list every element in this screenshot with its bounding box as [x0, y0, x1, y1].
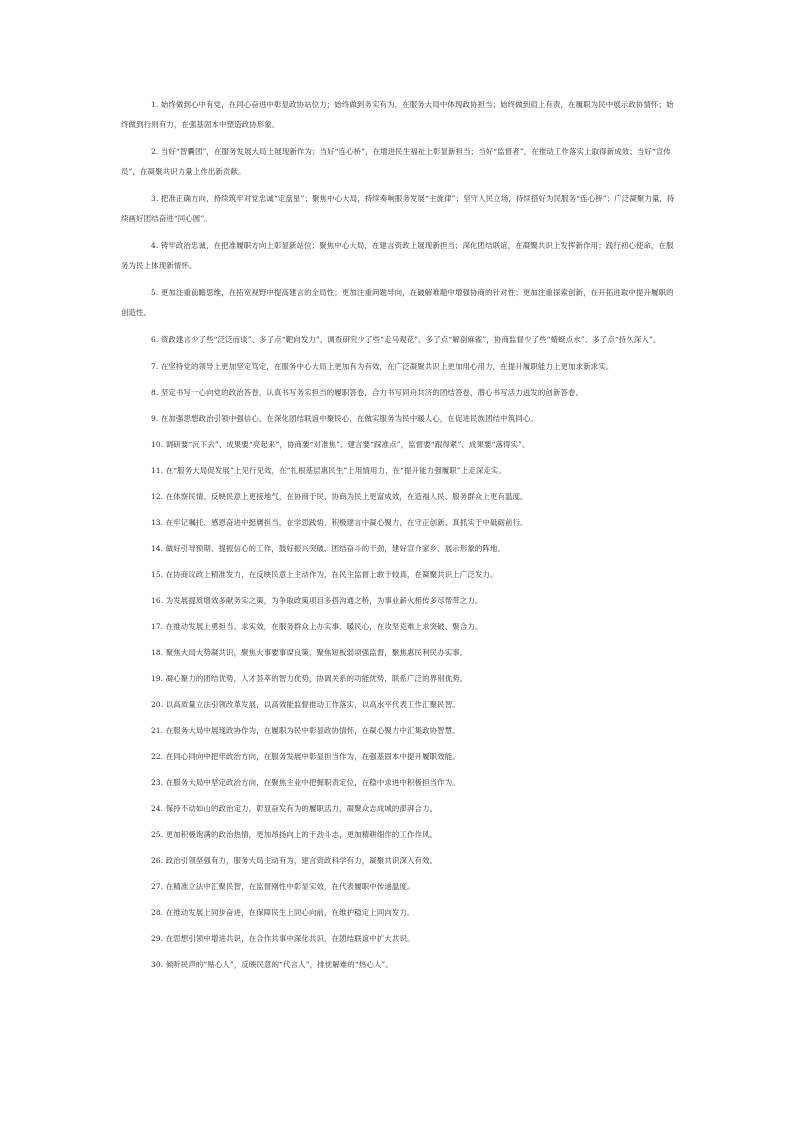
- list-item: 11. 在“服务大局促发展”上见行见效，在“扎根基层惠民生”上用情用力，在“提升能力强履职”上走深走实。: [151, 466, 506, 475]
- list-item: 30. 倾听民声的“贴心人”，反映民意的“代言人”，排忧解难的“热心人”。: [151, 960, 393, 969]
- list-item: 2. 当好“智囊团”，在服务发展大局上展现新作为；当好“连心桥”，在增进民生福祉上彰显新担当；当好“监督者”，在推动工作落实上取得新成效；当好“宣传员”，在凝聚共识力量上作出新贡献。: [121, 147, 671, 176]
- list-item: 21. 在服务大局中展现政协作为，在履职为民中彰显政协情怀，在凝心聚力中汇集政协智慧。: [151, 726, 460, 735]
- list-item: 15. 在协商议政上精准发力，在反映民意上主动作为，在民主监督上敢于较真，在凝聚共识上广泛发力。: [151, 570, 498, 579]
- list-item: 8. 坚定书写一心向党的政治答卷，认真书写务实担当的履职答卷，合力书写同舟共济的团结答卷，潜心书写活力迸发的创新答卷。: [151, 388, 584, 397]
- list-item: 1. 始终做到心中有党，在同心奋进中彰显政协站位力；始终做到务实有为，在服务大局中体现政协担当；始终做到肩上有责，在履职为民中展示政协情怀；始终做到行则有力，在强基固本中塑造政协形象。: [121, 100, 674, 129]
- list-item: 4. 铸牢政治忠诚，在把准履职方向上彰显新站位；聚焦中心大局，在建言资政上展现新担当；深化团结联谊，在凝聚共识上发挥新作用；践行初心使命，在服务为民上体现新情怀。: [121, 241, 674, 270]
- list-item: 7. 在坚持党的领导上更加坚定笃定，在服务中心大局上更加有为有效，在广泛凝聚共识上更加用心用力，在提升履职能力上更加求新求实。: [151, 362, 614, 371]
- list-item: 18. 聚焦大局大势凝共识，聚焦大事要事谋良策，聚焦短板弱项强监督，聚焦惠民利民办实事。: [151, 648, 468, 657]
- list-item: 26. 政治引领坚强有力，服务大局主动有为，建言资政科学有力，凝聚共识深入有效。: [151, 856, 438, 865]
- list-item: 28. 在推动发展上同步奋进，在保障民生上同心向前，在维护稳定上同向发力。: [151, 908, 415, 917]
- list-item: 9. 在加强思想政治引领中强信心，在深化团结联谊中聚民心，在做实服务为民中暖人心，在促进民族团结中筑同心。: [151, 414, 538, 423]
- list-item: 6. 资政建言少了些“泛泛而谈”、多了点“靶向发力”，调查研究少了些“走马观花”、多了点“解剖麻雀”，协商监督少了些“蜻蜓点水”、多了点“持久深入”。: [151, 335, 661, 344]
- list-item: 12. 在体察民情、反映民意上更接地气，在协商于民、协商为民上更富成效，在造福人民、服务群众上更有温度。: [151, 492, 528, 501]
- list-item: 20. 以高质量立法引领改革发展，以高效能监督推动工作落实，以高水平代表工作汇聚民智。: [151, 700, 460, 709]
- list-item: 3. 把准正确方向，持续筑牢对党忠诚“定盘星”；聚焦中心大局，持续奏响服务发展“主旋律”；坚守人民立场，持续搭好为民服务“连心桥”；广泛凝聚力量，持续画好团结奋进“同心圆”。: [121, 194, 675, 223]
- list-item: 22. 在同心同向中把牢政治方向，在服务发展中彰显担当作为，在强基固本中提升履职效能。: [151, 752, 460, 761]
- list-item: 17. 在推动发展上勇担当、求实效，在服务群众上办实事、暖民心，在攻坚克难上求突破、聚合力。: [151, 622, 483, 631]
- list-item: 10. 调研要“沉下去”、成果要“亮起来”，协商要“对准焦”、建言要“踩准点”，监督要“跟得紧”、成果要“落得实”。: [151, 440, 530, 449]
- list-item: 24. 保持不动如山的政治定力，彰显奋发有为的履职活力，凝聚众志成城的澎湃合力。: [151, 804, 438, 813]
- list-item: 25. 更加积极饱满的政治热情，更加昂扬向上的干劲斗志，更加精耕细作的工作作风。: [151, 830, 438, 839]
- list-item: 5. 更加注重前瞻思维，在拓宽视野中提高建言的全局性；更加注重问题导向，在破解难题中增强协商的针对性；更加注重探索创新，在开拓进取中提升履职的创造性。: [121, 288, 674, 317]
- list-item: 29. 在思想引领中增进共识，在合作共事中深化共识，在团结联谊中扩大共识。: [151, 934, 415, 943]
- list-item: 23. 在服务大局中坚定政治方向，在聚焦主业中把握职责定位，在稳中求进中积极担当作为。: [151, 778, 460, 787]
- list-item: 27. 在精准立法中汇聚民智，在监督刚性中彰显实效，在代表履职中传递温度。: [151, 882, 415, 891]
- list-item: 13. 在牢记嘱托、感恩奋进中挺膺担当，在学思践悟、积极建言中凝心聚力，在守正创新、真抓实干中砥砺前行。: [151, 518, 528, 527]
- document-body: [121, 95, 676, 981]
- list-item: 16. 为发展提质增效多献务实之策，为争取政策项目多搭沟通之桥，为事业薪火相传多尽帮带之力。: [151, 596, 483, 605]
- list-item: 14. 做好引导预期、提振信心的工作，鼓好振兴突破、团结奋斗的干劲，建好宣介家乡、展示形象的阵地。: [151, 544, 506, 553]
- list-item: 19. 凝心聚力的团结优势，人才荟萃的智力优势，协调关系的功能优势，联系广泛的界别优势。: [151, 674, 468, 683]
